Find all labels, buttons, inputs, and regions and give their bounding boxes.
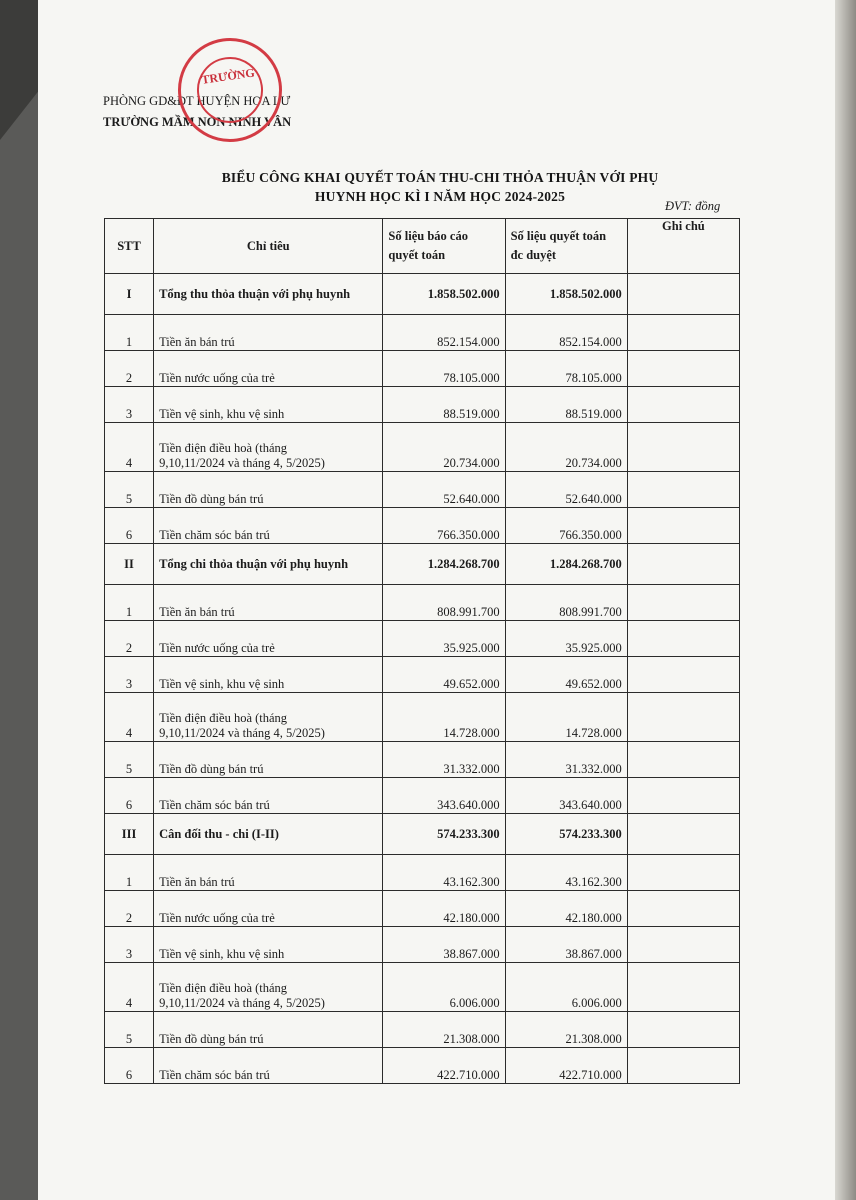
item-report-value: 343.640.000 [383, 778, 505, 814]
item-stt: 6 [105, 778, 154, 814]
item-approved-value: 343.640.000 [505, 778, 627, 814]
item-report-value: 35.925.000 [383, 621, 505, 657]
item-name: Tiền nước uống của trẻ [154, 621, 383, 657]
item-report-value: 422.710.000 [383, 1048, 505, 1084]
document-title-line1: BIỂU CÔNG KHAI QUYẾT TOÁN THU-CHI THỎA THUẬN VỚI PHỤ [221, 170, 659, 185]
item-report-value: 6.006.000 [383, 963, 505, 1012]
item-approved-value: 422.710.000 [505, 1048, 627, 1084]
item-approved-value: 14.728.000 [505, 693, 627, 742]
item-approved-value: 42.180.000 [505, 891, 627, 927]
item-note [627, 855, 739, 891]
table-row [105, 963, 740, 1012]
table-row [105, 585, 740, 621]
item-approved-value: 38.867.000 [505, 927, 627, 963]
item-note [627, 963, 739, 1012]
section-note [627, 274, 739, 315]
table-row [105, 508, 740, 544]
item-name: Tiền đồ dùng bán trú [154, 472, 383, 508]
item-stt: 6 [105, 508, 154, 544]
page-edge [835, 0, 856, 1200]
item-stt: 5 [105, 742, 154, 778]
department-name: PHÒNG GD&ĐT HUYỆN HOA LƯ [103, 94, 291, 108]
section-row [105, 544, 740, 585]
section-report-value: 1.284.268.700 [383, 544, 505, 585]
item-approved-value: 49.652.000 [505, 657, 627, 693]
item-name-line2: 9,10,11/2024 và tháng 4, 5/2025) [159, 726, 325, 740]
item-approved-value: 43.162.300 [505, 855, 627, 891]
section-stt: III [105, 814, 154, 855]
item-name: Tiền chăm sóc bán trú [154, 1048, 383, 1084]
item-name: Tiền ăn bán trú [154, 855, 383, 891]
section-name: Cân đối thu - chi (I-II) [154, 814, 383, 855]
table-row [105, 1012, 740, 1048]
item-note [627, 387, 739, 423]
item-approved-value: 52.640.000 [505, 472, 627, 508]
item-note [627, 693, 739, 742]
document-title-line2: HUYNH HỌC KÌ I NĂM HỌC 2024-2025 [314, 189, 566, 204]
header-report [383, 219, 505, 274]
table-row [105, 621, 740, 657]
section-report-value: 574.233.300 [383, 814, 505, 855]
table-row [105, 472, 740, 508]
header-approved-line2: đc duyệt [510, 248, 557, 262]
item-report-value: 49.652.000 [383, 657, 505, 693]
table-row [105, 778, 740, 814]
header-name: Chỉ tiêu [154, 219, 383, 274]
item-name [154, 963, 383, 1012]
item-note [627, 315, 739, 351]
stamp-text: TRƯỜNG [200, 65, 256, 87]
item-name-line2: 9,10,11/2024 và tháng 4, 5/2025) [159, 456, 325, 470]
header-note: Ghi chú [627, 219, 739, 274]
item-name-line2: 9,10,11/2024 và tháng 4, 5/2025) [159, 996, 325, 1010]
item-stt: 1 [105, 855, 154, 891]
item-name: Tiền đồ dùng bán trú [154, 742, 383, 778]
section-report-value: 1.858.502.000 [383, 274, 505, 315]
item-name: Tiền chăm sóc bán trú [154, 508, 383, 544]
table-row [105, 657, 740, 693]
item-stt: 1 [105, 585, 154, 621]
item-approved-value: 766.350.000 [505, 508, 627, 544]
item-name: Tiền nước uống của trẻ [154, 351, 383, 387]
item-note [627, 585, 739, 621]
item-approved-value: 88.519.000 [505, 387, 627, 423]
section-name: Tổng thu thỏa thuận với phụ huynh [154, 274, 383, 315]
item-approved-value: 808.991.700 [505, 585, 627, 621]
item-report-value: 78.105.000 [383, 351, 505, 387]
item-note [627, 1048, 739, 1084]
header-approved-line1: Số liệu quyết toán [510, 229, 607, 243]
item-name: Tiền vệ sinh, khu vệ sinh [154, 927, 383, 963]
item-name: Tiền nước uống của trẻ [154, 891, 383, 927]
section-approved-value: 1.858.502.000 [505, 274, 627, 315]
item-report-value: 21.308.000 [383, 1012, 505, 1048]
item-note [627, 472, 739, 508]
item-name: Tiền đồ dùng bán trú [154, 1012, 383, 1048]
section-row [105, 274, 740, 315]
item-stt: 2 [105, 351, 154, 387]
item-report-value: 42.180.000 [383, 891, 505, 927]
section-note [627, 544, 739, 585]
item-approved-value: 78.105.000 [505, 351, 627, 387]
item-approved-value: 35.925.000 [505, 621, 627, 657]
item-note [627, 657, 739, 693]
item-note [627, 508, 739, 544]
item-note [627, 1012, 739, 1048]
item-note [627, 927, 739, 963]
table-row [105, 891, 740, 927]
section-approved-value: 574.233.300 [505, 814, 627, 855]
currency-unit: ĐVT: đồng [665, 199, 721, 213]
table-row [105, 855, 740, 891]
item-name: Tiền chăm sóc bán trú [154, 778, 383, 814]
item-report-value: 88.519.000 [383, 387, 505, 423]
item-approved-value: 852.154.000 [505, 315, 627, 351]
table-row [105, 423, 740, 472]
item-stt: 5 [105, 1012, 154, 1048]
item-report-value: 808.991.700 [383, 585, 505, 621]
table-row [105, 693, 740, 742]
item-name-line1: Tiền điện điều hoà (tháng [159, 441, 288, 455]
section-row [105, 814, 740, 855]
item-note [627, 742, 739, 778]
item-name-line1: Tiền điện điều hoà (tháng [159, 711, 288, 725]
section-stt: II [105, 544, 154, 585]
item-name-line1: Tiền điện điều hoà (tháng [159, 981, 288, 995]
section-note [627, 814, 739, 855]
table-header-row [105, 219, 740, 274]
item-approved-value: 20.734.000 [505, 423, 627, 472]
item-report-value: 20.734.000 [383, 423, 505, 472]
item-report-value: 14.728.000 [383, 693, 505, 742]
table-row [105, 1048, 740, 1084]
settlement-table [104, 218, 740, 1084]
table-row [105, 315, 740, 351]
item-name: Tiền vệ sinh, khu vệ sinh [154, 387, 383, 423]
header-report-line2: quyết toán [388, 248, 446, 262]
item-report-value: 38.867.000 [383, 927, 505, 963]
item-report-value: 766.350.000 [383, 508, 505, 544]
item-approved-value: 21.308.000 [505, 1012, 627, 1048]
item-note [627, 891, 739, 927]
header-approved [505, 219, 627, 274]
item-stt: 5 [105, 472, 154, 508]
item-stt: 3 [105, 927, 154, 963]
item-note [627, 423, 739, 472]
table-row [105, 351, 740, 387]
table-row [105, 927, 740, 963]
item-approved-value: 31.332.000 [505, 742, 627, 778]
item-report-value: 43.162.300 [383, 855, 505, 891]
item-note [627, 621, 739, 657]
school-name: TRƯỜNG MẦM NON NINH VÂN [103, 115, 292, 129]
section-name: Tổng chi thỏa thuận với phụ huynh [154, 544, 383, 585]
section-approved-value: 1.284.268.700 [505, 544, 627, 585]
item-report-value: 52.640.000 [383, 472, 505, 508]
item-name [154, 423, 383, 472]
item-stt: 3 [105, 657, 154, 693]
item-stt: 1 [105, 315, 154, 351]
item-name: Tiền ăn bán trú [154, 315, 383, 351]
item-stt: 4 [105, 693, 154, 742]
item-note [627, 778, 739, 814]
item-report-value: 31.332.000 [383, 742, 505, 778]
item-stt: 4 [105, 963, 154, 1012]
item-stt: 3 [105, 387, 154, 423]
header-report-line1: Số liệu báo cáo [388, 229, 468, 243]
item-stt: 4 [105, 423, 154, 472]
item-name: Tiền ăn bán trú [154, 585, 383, 621]
item-report-value: 852.154.000 [383, 315, 505, 351]
stamp-inner-ring [193, 53, 268, 128]
header-stt: STT [105, 219, 154, 274]
item-stt: 2 [105, 621, 154, 657]
table-row [105, 742, 740, 778]
item-stt: 6 [105, 1048, 154, 1084]
item-note [627, 351, 739, 387]
item-name: Tiền vệ sinh, khu vệ sinh [154, 657, 383, 693]
table-body [105, 274, 740, 1084]
item-stt: 2 [105, 891, 154, 927]
section-stt: I [105, 274, 154, 315]
item-approved-value: 6.006.000 [505, 963, 627, 1012]
item-name [154, 693, 383, 742]
table-row [105, 387, 740, 423]
